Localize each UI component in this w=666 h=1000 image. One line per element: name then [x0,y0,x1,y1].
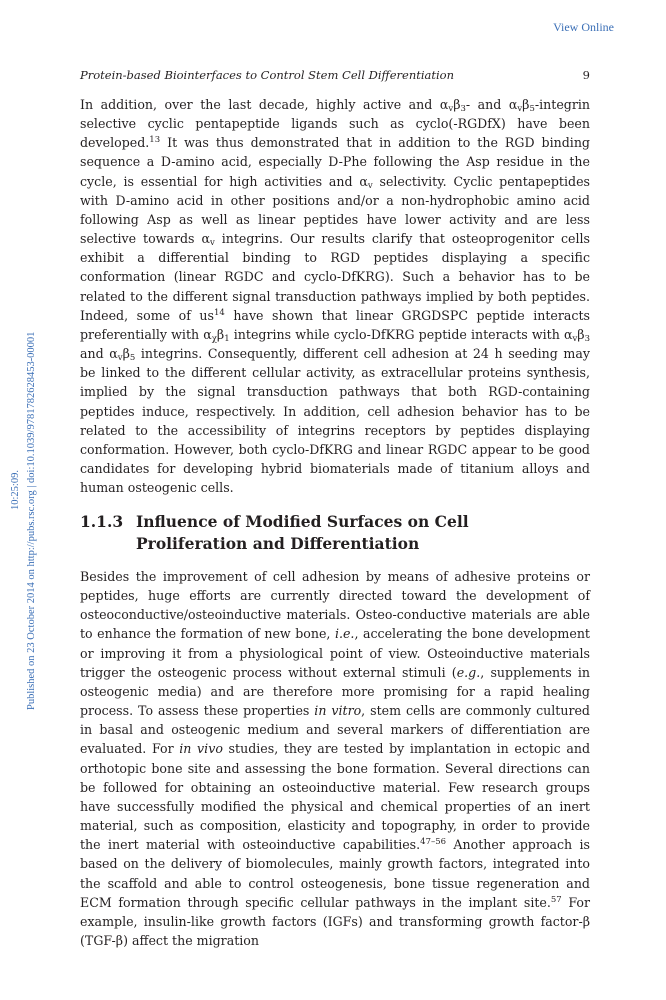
paragraph-2: Besides the improvement of cell adhesion by means of adhesive proteins or peptides, huge efforts are currently directed toward the development of osteoconductive/osteoinductive materials. Osteo-conductive materials are able to enhance the formation of new bone, i.e., accelerating the bone development or improving it from a physiological point of view. Osteoinductive materials trigger the osteogenic process without external stimuli (e.g., supplements in osteogenic media) and are therefore more promising for a rapid healing process. To assess these properties in vitro, stem cells are commonly cultured in basal and osteogenic medium and several markers of differentiation are evaluated. For in vivo studies, they are tested by implantation in ectopic and orthotopic bone site and assessing the bone formation. Several directions can be followed for obtaining an osteoinductive material. Few research groups have successfully modified the physical and chemical properties of an inert material, such as composition, elasticity and topography, in order to provide the inert material with osteoinductive capabilities.$^{47-56}$ Another approach is based on the delivery of biomolecules, mainly growth factors, integrated into the scaffold and able to control osteogenesis, bone tissue regeneration and ECM formation through specific cellular pathways in the implant site.$^{57}$ For example, insulin-like growth factors (IGFs) and transforming growth factor-β (TGF-β) affect the migration [80,569,591,948]
running-head: Protein-based Biointerfaces to Control Stem Cell Differentiation [80,68,455,82]
side-stamp-published[interactable]: Published on 23 October 2014 on http://pubs.rsc.org | doi:10.1039/9781782628453-00001 [26,331,37,710]
view-online-link[interactable]: View Online [553,20,614,34]
paragraph-1: In addition, over the last decade, highly active and $\alpha_v\beta_3-$ and $\alpha_v\beta_5$-integrin selective cyclic pentapeptide ligands such as cyclo(-RGDfX) have been developed.$^{13}$ It was thus demonstrated that in addition to the RGD binding sequence a D-amino acid, especially D-Phe following the Asp residue in the cycle, is essential for high activities and $\alpha_v$ selectivity. Cyclic pentapeptides with D-amino acid in other positions and/or a non-hydrophobic amino acid following Asp as well as linear peptides have lower activity and are less selective towards $\alpha_v$ integrins. Our results clarify that osteoprogenitor cells exhibit a differential binding to RGD peptides displaying a specific conformation (linear RGDC and cyclo-DfKRG). Such a behavior has to be related to the different signal transduction pathways implied by both peptides. Indeed, some of $us^{14}$ have shown that linear GRGDSPC peptide interacts preferentially with $\alpha_\chi\beta_1$ integrins while cyclo-DfKRG peptide interacts with $\alpha_v\beta_3$ and $\alpha_v\beta_5$ integrins. Consequently, different cell adhesion at 24 h seeding may be linked to the different cellular activity, as extracellular proteins synthesis, implied by the signal transduction pathways that both RGD-containing peptides induce, respectively. In addition, cell adhesion behavior has to be related to the accessibility of integrins receptors by peptides displaying conformation. However, both cyclo-DfKRG and linear RGDC appear to be good candidates for developing hybrid biomaterials made of titanium alloys and human osteogenic cells. [80,97,591,496]
side-stamp [4,150,48,710]
section-title: Influence of Modified Surfaces on Cell Proliferation and Differentiation [136,512,469,553]
side-stamp-time: 10:25:09. [10,470,21,510]
page-number: 9 [582,68,590,82]
section-number: 1.1.3 [80,512,124,531]
